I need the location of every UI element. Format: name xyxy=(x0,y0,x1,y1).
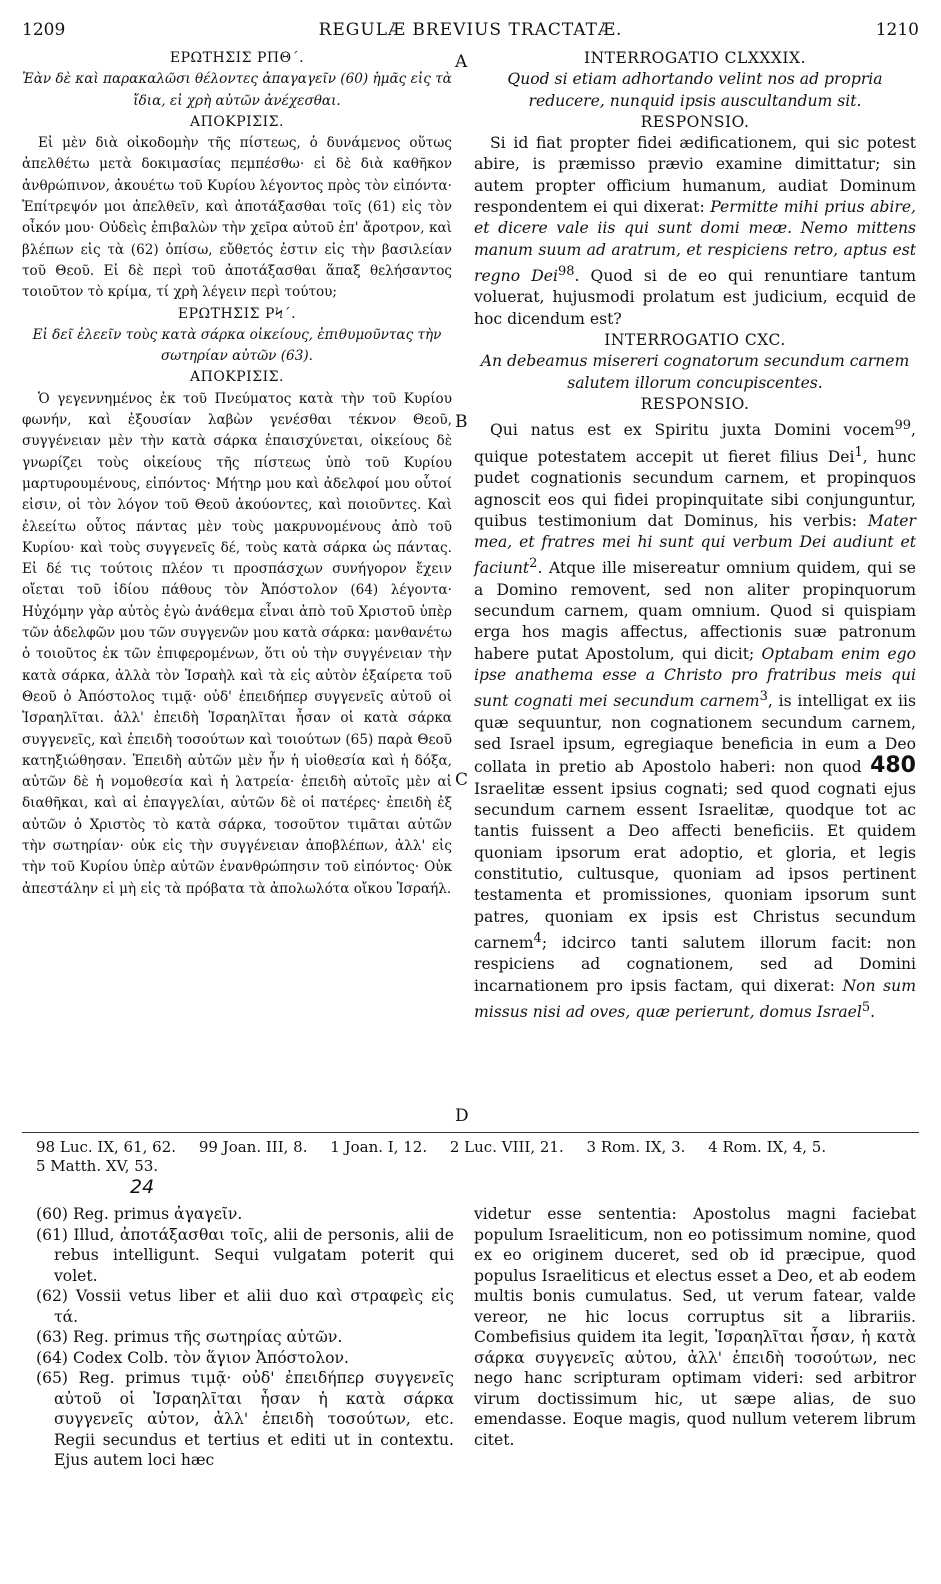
footnote-divider xyxy=(22,1132,919,1133)
scripture-ref: 2 Luc. VIII, 21. xyxy=(449,1138,564,1156)
running-title: REGULÆ BREVIUS TRACTATÆ. xyxy=(318,20,623,40)
text-run: ; idcirco tanti salutem illorum facit: non respiciens ad cognationem, sed ad Domini incarnationem pro ipsis factam, qui dixerat: xyxy=(474,934,916,995)
greek-question-189-text: Ἐὰν δὲ καὶ παρακαλῶσι θέλοντες ἀπαγαγεῖν (60) ἡμᾶς εἰς τὰ ἴδια, εἰ χρὴ αὐτῶν ἀνέχεσθαι. xyxy=(22,71,452,109)
text-run: , quique potestatem accepit ut fieret filius Dei xyxy=(474,421,916,466)
greek-answer-189-title: ΑΠΟΚΡΙΣΙΣ. xyxy=(190,113,284,130)
greek-question-190-text: Εἰ δεῖ ἐλεεῖν τοὺς κατὰ σάρκα οἰκείους, ἐπιθυμοῦντας τὴν σωτηρίαν αὐτῶν (63). xyxy=(32,326,442,365)
text-run: Si id fiat propter fidei ædificationem, qui sic potest abire, is præmisso prævio examine dimittatur; sin autem propter officium humanum, audiat Dominum respondentem ei qui dixerat: xyxy=(474,134,916,217)
footnote-ref: 99 xyxy=(894,418,912,434)
column-number: 480 xyxy=(870,753,916,779)
critical-note: (60) Reg. primus ἀγαγεῖν. xyxy=(36,1205,243,1223)
handwritten-annotation: 24 xyxy=(130,1176,155,1198)
greek-column xyxy=(22,48,452,900)
footnote-ref: 4 xyxy=(533,930,542,946)
text-run: . xyxy=(870,1003,876,1022)
latin-answer-189-text xyxy=(474,133,916,330)
footnote-ref: 1 xyxy=(854,444,863,460)
margin-letter-a: A xyxy=(455,52,468,72)
scripture-quote: Non sum missus nisi ad oves, quæ perierunt, domus Israel xyxy=(474,976,916,1022)
scripture-ref: 3 Rom. IX, 3. xyxy=(586,1138,686,1156)
latin-question-189-title: INTERROGATIO CLXXXIX. xyxy=(583,49,807,67)
scripture-ref: 99 Joan. III, 8. xyxy=(198,1138,308,1156)
page-header xyxy=(22,16,919,46)
critical-note: (62) Vossii vetus liber et alii duo καὶ στραφεὶς εἰς τά. xyxy=(36,1287,454,1326)
greek-question-189-title: ΕΡΩΤΗΣΙΣ ΡΠΘ΄. xyxy=(169,50,305,66)
latin-column xyxy=(474,48,916,1023)
text-run: . Atque ille misereatur omnium quidem, qui se a Domino removent, sed non aliter propinquorum secundum carnem, quam omnium. Quod si quispiam erga hos magis affectus, affectionis suæ patronum habere putat Apostolum, qui dicit; xyxy=(474,559,916,663)
footnote-ref: 3 xyxy=(759,689,768,705)
scripture-quote: Optabam enim ego ipse anathema esse a Christo pro fratribus meis qui sunt cognati mei secundum carnem xyxy=(474,644,916,711)
greek-answer-189-text: Εἰ μὲν διὰ οἰκοδομὴν τῆς πίστεως, ὁ δυνάμενος οὕτως ἀπελθέτω μετὰ δοκιμασίας πεμπέσθω· εἰ δὲ διὰ καθῆκον ἀνθρώπινον, ἀκουέτω τοῦ Κυρίου λέγοντος πρὸς τὸν εἰπόντα· Ἐπίτρεψόν μοι ἀπελθεῖν, καὶ ἀποτάξασθαι τοῖς (61) εἰς τὸν οἶκόν μου· Οὐδεὶς ἐπιβαλὼν τὴν χεῖρα αὐτοῦ ἐπ' ἄροτρον, καὶ βλέπων εἰς τὰ (62) ὀπίσω, εὔθετός ἐστιν εἰς τὴν βασιλείαν τοῦ Θεοῦ. Εἰ δὲ περὶ τοῦ ἀποτάξασθαι ἅπαξ θελήσαντος τοιοῦτον τὸ κρίμα, τί χρὴ λέγειν περὶ τούτου; xyxy=(22,135,452,301)
text-run: , is intelligat ex iis quæ sequuntur, non cognationem secundum carnem, sed Israel ipsum, egregiaque beneficia in eum a Deo collata in pretio ab Apostolo haberi: non quod xyxy=(474,692,916,777)
page-number-right: 1210 xyxy=(875,20,919,40)
margin-letter-c: C xyxy=(455,770,469,790)
scripture-references xyxy=(36,1138,919,1176)
scripture-ref: 4 Rom. IX, 4, 5. xyxy=(708,1138,827,1156)
greek-answer-190-text: Ὁ γεγεννημένος ἐκ τοῦ Πνεύματος κατὰ τὴν τοῦ Κυρίου φωνήν, καὶ ἐξουσίαν λαβὼν γενέσθαι τέκνον Θεοῦ, συγγένειαν μὲν τὴν κατὰ σάρκα ἐπαισχύνεται, οἰκείους δὲ γνωρίζει τοὺς οἰκείους τῆς πίστεως ὑπὸ τοῦ Κυρίου μαρτυρουμένους, εἰπόντος· Μήτηρ μου καὶ ἀδελφοί μου οὗτοί εἰσιν, οἱ τὸν λόγον τοῦ Θεοῦ ἀκούοντες, καὶ ποιοῦντες. Καὶ ἐλεείτω οὗτος πάντας μὲν τοὺς μακρυνομένους ἀπὸ τοῦ Κυρίου· καὶ τοὺς συγγενεῖς δέ, τοὺς κατὰ σάρκα ὡς πάντας. Εἰ δέ τις τούτοις πλέον τι προσπάσχων συνήγορον ἔχειν οἴεται τοῦ ἰδίου πάθους τὸν Ἀπόστολον (64) λέγοντα· Ηὐχόμην γὰρ αὐτὸς ἐγὼ ἀνάθεμα εἶναι ἀπὸ τοῦ Χριστοῦ ὑπὲρ τῶν ἀδελφῶν μου τῶν συγγενῶν μου κατὰ σάρκα: μανθανέτω ὁ τοιοῦτος ἐκ τῶν ἐπιφερομένων, ὅτι οὐ τὴν συγγένειαν τὴν κατὰ σάρκα, ἀλλὰ τὸν Ἰσραὴλ καὶ τὰ εἰς αὐτὸν ἐξαίρετα τοῦ Θεοῦ ὁ Ἀπόστολος τιμᾷ· οὐδ' ἐπειδήπερ συγγενεῖς αὐτοῦ οἱ Ἰσραηλῖται. ἀλλ' ἐπειδὴ Ἰσραηλῖται ἦσαν οἱ κατὰ σάρκα συγγενεῖς, καὶ ἐπειδὴ τοσούτων καὶ τοιούτων (65) παρὰ Θεοῦ κατηξιώθησαν. Ἐπειδὴ αὐτῶν μὲν ἦν ἡ υἱοθεσία καὶ ἡ δόξα, αὐτῶν δὲ ἡ νομοθεσία καὶ ἡ λατρεία· ἐπειδὴ αὐτοῖς μὲν αἱ διαθῆκαι, καὶ αἱ ἐπαγγελίαι, αὐτῶν δὲ οἱ πατέρες· ἐπειδὴ ἐξ αὐτῶν ὁ Χριστὸς τὸ κατὰ σάρκα, τοσοῦτον τιμᾶται αὐτῶν τὴν σωτηρίαν· οὐκ εἰς τὴν συγγένειαν ἀποβλέπων, ἀλλ' εἰς τὴν τοῦ Κυρίου ὑπὲρ αὐτῶν ἐνανθρώπησιν τοῦ εἰπόντος· Οὐκ ἀπεστάλην εἰ μὴ εἰς τὰ πρόβατα τὰ ἀπολωλότα οἴκου Ἰσραήλ. xyxy=(22,390,452,897)
latin-question-190-text: An debeamus misereri cognatorum secundum carnem salutem illorum concupiscentes. xyxy=(480,352,910,392)
critical-note: (64) Codex Colb. τὸν ἅγιον Ἀπόστολον. xyxy=(36,1348,349,1367)
text-run: . Quod si de eo qui renuntiare tantum voluerat, hujusmodi prolatum est judicium, ecquid de hoc dicendum est? xyxy=(474,267,916,328)
latin-answer-189-title: RESPONSIO. xyxy=(640,112,750,131)
critical-notes-left xyxy=(36,1204,454,1471)
latin-question-189-text: Quod si etiam adhortando velint nos ad propria reducere, nunquid ipsis auscultandum sit. xyxy=(507,70,883,110)
margin-letter-b: B xyxy=(455,412,468,432)
footnote-ref: 2 xyxy=(529,556,538,572)
margin-letter-d: D xyxy=(455,1106,469,1126)
scripture-quote: Permitte mihi prius abire, et dicere vale iis qui sunt domi meæ. Nemo mittens manum suum ad aratrum, et respiciens retro, aptus est regno Dei xyxy=(474,198,917,286)
latin-question-190-title: INTERROGATIO CXC. xyxy=(604,331,786,350)
greek-question-190-title: ΕΡΩΤΗΣΙΣ ΡϞ΄. xyxy=(177,305,297,322)
critical-note: (61) Illud, ἀποτάξασθαι τοῖς, alii de personis, alii de rebus intelligunt. Sequi vulgatam poterit qui volet. xyxy=(36,1225,454,1285)
greek-answer-190-title: ΑΠΟΚΡΙΣΙΣ. xyxy=(190,369,284,386)
page-number-left: 1209 xyxy=(22,20,66,40)
scripture-ref: 1 Joan. I, 12. xyxy=(330,1138,428,1156)
text-run: Qui natus est ex Spiritu juxta Domini vocem xyxy=(490,421,895,440)
critical-note: (65) Reg. primus τιμᾷ· οὐδ' ἐπειδήπερ συγγενεῖς αὐτοῦ οἱ Ἰσραηλῖται ἦσαν ἡ κατὰ σάρκα συγγενεῖς αὐτον, ἀλλ' ἐπειδὴ τοσούτων, etc. Regii secundus et tertius et editi ut in contextu. Ejus autem loci hæc xyxy=(36,1369,454,1469)
latin-answer-190-title: RESPONSIO. xyxy=(640,394,750,413)
critical-note-continuation: videtur esse sententia: Apostolus magni faciebat populum Israeliticum, non eo potissimum nomine, quod ex eo originem duceret, sed ob id præcipue, quod populus Israeliticus et electus esset a Deo, et ab eodem multis bonis cumulatus. Sed, ut verum fatear, valde vereor, ne hic locus corruptus sit a librariis. Combefisius quidem ita legit, Ἰσραηλῖται ἦσαν, ἡ κατὰ σάρκα συγγενεῖς αὐτου, ἀλλ' ἐπειδὴ τοσούτων, nec nego hanc scripturam optimam videri: sed arbitror virum doctissimum hic, ut sæpe alias, de suo emendasse. Eoque magis, quod nullum veterem librum citet. xyxy=(474,1205,916,1449)
footnote-ref: 98 xyxy=(557,263,575,279)
scripture-ref: 98 Luc. IX, 61, 62. xyxy=(36,1138,177,1156)
scripture-ref: 5 Matth. XV, 53. xyxy=(36,1157,159,1175)
footnote-ref: 5 xyxy=(861,999,871,1015)
critical-notes-right xyxy=(474,1204,916,1450)
text-run: Israelitæ essent ipsius cognati; sed quod cognati ejus secundum carnem essent Israelitæ, quodque tot ac tantis fuissent a Deo affecti beneficiis. Et quidem quoniam ipsorum erat adoptio, et gloria, et legis constitutio, cultusque, quoniam ad ipsos pertinent testamenta et promissiones, quoniam ipsorum sunt patres, quoniam ex ipsis est Christus secundum carnem xyxy=(474,779,916,952)
text-run: , hunc pudet cognationis secundum carnem, et propinquos agnoscit eos qui fidei propinquitate sibi conjunguntur, quibus testimonium dat Dominus, his verbis: xyxy=(474,447,916,530)
scripture-quote: Mater mea, et fratres mei hi sunt qui verbum Dei audiunt et faciunt xyxy=(474,511,916,578)
critical-note: (63) Reg. primus τῆς σωτηρίας αὐτῶν. xyxy=(36,1328,343,1346)
latin-answer-190-text xyxy=(474,415,916,1023)
